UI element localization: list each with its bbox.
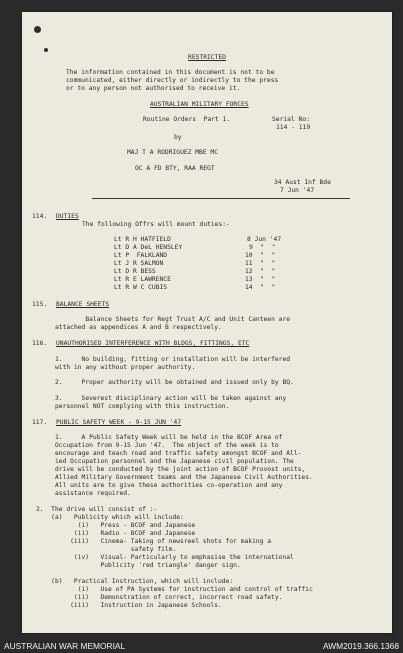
officer-name: MAJ T A RODRIGUEZ MBE MC [127,149,218,156]
item-text: encourage and teach road and traffic safety amongst BCOF and All- [55,450,302,457]
duty-date: 12 " " [245,268,276,275]
duty-officer: Lt J R SALMON [114,260,164,267]
duty-officer: Lt R H HATFIELD [114,236,171,243]
duty-date: 11 " " [245,260,276,267]
duty-date: 9 " " [249,244,276,251]
item-text: with in any without proper authority. [55,364,196,371]
notice-line: The information contained in this document is not to be [66,69,275,76]
archive-footer [0,640,403,653]
duty-date: 14 " " [245,284,276,291]
item-text: 1. A Public Safety Week will be held in the BCOF Area of [55,434,283,441]
duty-date: 10 " " [245,252,276,259]
document-page [22,12,392,633]
item-text: assistance required. [55,490,131,497]
item-text: safety film. [36,546,177,553]
item-text: Balance Sheets for Regt Trust A/C and Unit Canteen are [55,316,291,323]
item-text: ied Occupation personnel and the Japanese civil population. The [55,458,294,465]
item-text: (b) Practical Instruction, which will include: [36,578,234,585]
duty-officer: Lt D A DeL HENSLEY [114,244,183,251]
item-heading: DUTIES [56,213,79,220]
item-text: (iii) Cinema- Taking of newsreel shots for making a [36,538,272,545]
serial-value: 114 - 119 [276,124,311,131]
classification-heading: RESTRICTED [188,54,226,61]
notice-line: or to any person not authorised to receive it. [66,85,241,92]
item-text: 2. Proper authority will be obtained and issued only by BQ. [55,379,294,386]
punch-hole [34,26,41,33]
item-text: (iv) Visual- Particularly to emphasise the international [36,554,294,561]
item-text: Allied Military Government teams and the Japanese Civil Authorities. [55,474,313,481]
item-text: attached as appendices A and B respectively. [55,324,222,331]
item-text: personnel NOT complying with this instruction. [55,403,230,410]
serial-label: Serial No: [272,116,310,123]
forces-heading: AUSTRALIAN MILITARY FORCES [150,101,249,108]
item-intro: The following Offrs will mount duties:- [82,221,230,228]
item-text: 1. No building, fitting or installation will be interfered [55,356,291,363]
item-text: All units are to give these authorities co-operation and any [55,482,283,489]
item-heading: BALANCE SHEETS [56,301,110,308]
header-rule [92,198,350,199]
item-number: 117. [32,419,48,426]
duty-officer: Lt R E LAWRENCE [114,276,171,283]
duty-date: 13 " " [245,276,276,283]
item-text: (ii) Demonstration of correct, incorrect road safety. [36,594,283,601]
duty-date: 8 Jun '47 [247,236,282,243]
by-line: by [174,134,182,141]
routine-orders: Routine Orders Part 1. [143,116,231,123]
item-heading: UNAUTHORISED INTERFERENCE WITH BLDGS, FITTINGS, ETC [56,340,250,347]
item-text: (iii) Instruction in Japanese Schools. [36,602,222,609]
item-number: 115. [32,301,48,308]
place: 34 Aust Inf Bde [274,179,331,186]
duty-officer: Lt R W C CUBIS [114,284,168,291]
item-text: drive will be conducted by the joint action of BCOF Provost units, [55,466,306,473]
item-number: 116. [32,340,48,347]
item-text: Publicity 'red triangle' danger sign. [36,562,241,569]
unit-name: OC A FD BTY, RAA REGT [135,165,215,172]
item-text: (ii) Radio - BCOF and Japanese [36,530,196,537]
item-text: (i) Use of PA Systems for instruction and control of traffic [36,586,313,593]
item-text: 3. Severest disciplinary action will be taken against any [55,395,287,402]
item-text: (a) Publicity which will include: [36,514,184,521]
archive-reference: AWM2019.366.1368 [322,641,399,651]
item-text: (i) Press - BCOF and Japanese [36,522,196,529]
archive-name: AUSTRALIAN WAR MEMORIAL [4,641,126,651]
item-text: 2. The drive will consist of :- [36,506,158,513]
item-text: Occupation from 9-15 Jun '47. The object of the week is to [55,442,279,449]
item-heading: PUBLIC SAFETY WEEK - 9-15 JUN '47 [56,419,182,426]
order-date: 7 Jun '47 [280,187,315,194]
item-number: 114. [32,213,48,220]
punch-hole [44,48,48,52]
duty-officer: Lt P FALKLAND [114,252,168,259]
notice-line: communicated, either directly or indirectly to the press [66,77,279,84]
duty-officer: Lt D R BESS [114,268,156,275]
